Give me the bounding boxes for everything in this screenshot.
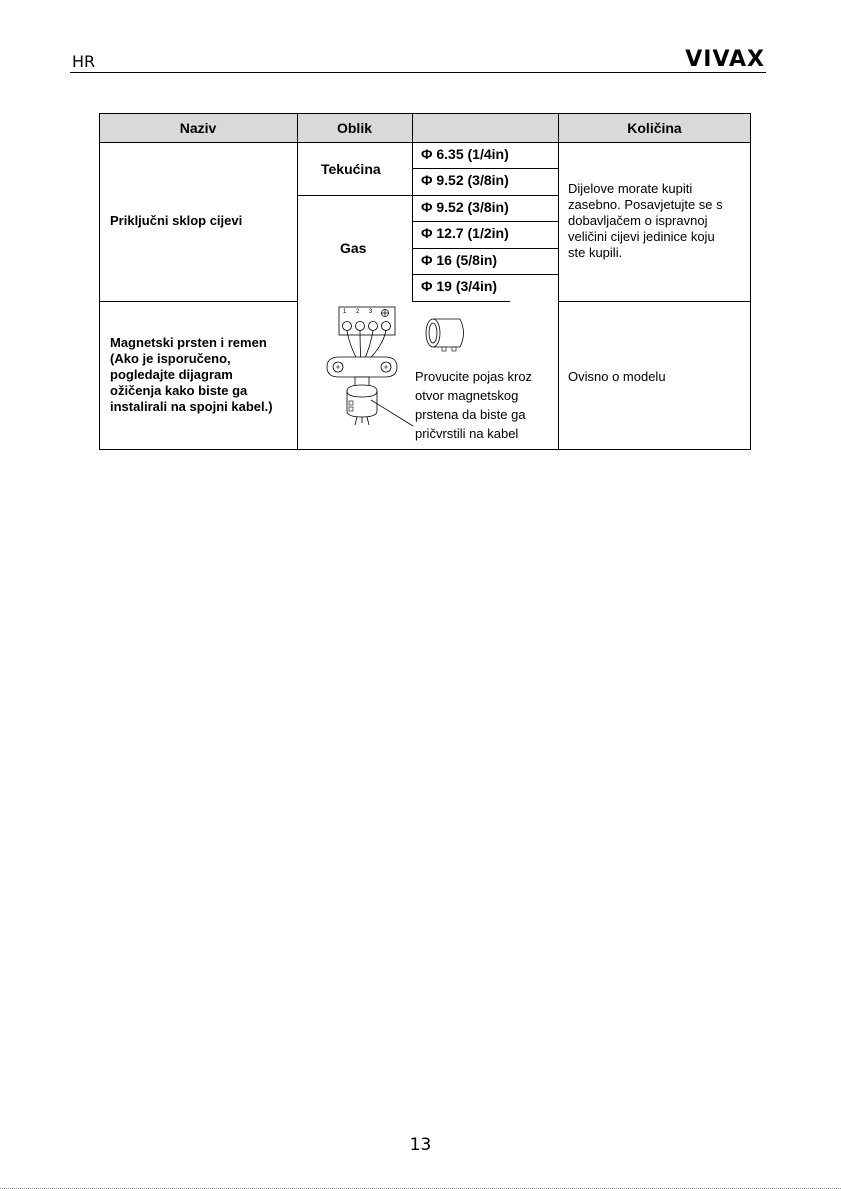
instruction-line: pričvrstili na kabel xyxy=(415,426,519,441)
size-divider xyxy=(412,274,558,275)
col-header-naziv: Naziv xyxy=(99,113,297,142)
row-divider xyxy=(558,301,751,302)
col-divider-1 xyxy=(297,113,298,450)
gas-label: Gas xyxy=(340,240,367,256)
instruction-line: otvor magnetskog xyxy=(415,388,519,403)
table-border-left xyxy=(99,113,100,450)
col-header-oblik: Oblik xyxy=(297,113,412,142)
col-divider-3 xyxy=(558,113,559,450)
magnet-name-line: Magnetski prsten i remen xyxy=(110,335,267,350)
instruction-line: prstena da biste ga xyxy=(415,407,526,422)
pipe-quantity-line: dobavljačem o ispravnoj xyxy=(568,213,708,228)
table-border-bottom xyxy=(99,449,751,450)
col-header-size xyxy=(412,113,558,142)
page-number: 13 xyxy=(409,1135,432,1155)
size-gas-4: Φ 19 (3/4in) xyxy=(421,278,498,294)
size-gas-2: Φ 12.7 (1/2in) xyxy=(421,225,509,241)
table-border-top xyxy=(99,113,751,114)
liquid-label: Tekućina xyxy=(321,161,381,177)
size-gas-1: Φ 9.52 (3/8in) xyxy=(421,199,509,215)
size-divider xyxy=(412,221,558,222)
row-divider xyxy=(99,301,297,302)
size-liquid-1: Φ 6.35 (1/4in) xyxy=(421,146,509,162)
pipe-quantity-line: Dijelove morate kupiti xyxy=(568,181,693,196)
size-divider xyxy=(412,248,558,249)
col-divider-2 xyxy=(412,113,413,301)
pipe-quantity-line: ste kupili. xyxy=(568,245,623,260)
leader-line xyxy=(369,398,417,430)
magnet-name-line: (Ako je isporučeno, xyxy=(110,351,231,366)
magnet-name-line: pogledajte dijagram xyxy=(110,367,233,382)
magnet-quantity: Ovisno o modelu xyxy=(568,369,666,384)
liquid-gas-divider xyxy=(297,195,558,196)
header-rule xyxy=(70,72,766,73)
header-divider xyxy=(99,142,751,143)
magnet-name-line: ožičenja kako biste ga xyxy=(110,383,248,398)
magnetic-ring-icon xyxy=(422,315,472,355)
pipe-quantity-line: veličini cijevi jedinice koju xyxy=(568,229,715,244)
row-divider xyxy=(412,301,510,302)
parts-table xyxy=(99,113,751,450)
magnet-name-line: instalirali na spojni kabel.) xyxy=(110,399,273,414)
terminal-label: 1 xyxy=(343,309,347,315)
bottom-edge xyxy=(0,1188,841,1189)
pipe-quantity-line: zasebno. Posavjetujte se s xyxy=(568,197,723,212)
header-language: HR xyxy=(72,52,96,71)
size-gas-3: Φ 16 (5/8in) xyxy=(421,252,498,268)
col-header-kolicina: Količina xyxy=(558,113,751,142)
size-liquid-2: Φ 9.52 (3/8in) xyxy=(421,172,509,188)
size-divider xyxy=(412,168,558,169)
terminal-label: 3 xyxy=(369,309,373,315)
brand-logo: VIVAX xyxy=(685,47,765,72)
terminal-label: 2 xyxy=(356,309,360,315)
table-border-right xyxy=(750,113,751,450)
instruction-line: Provucite pojas kroz xyxy=(415,369,533,384)
pipe-name: Priključni sklop cijevi xyxy=(110,213,243,228)
